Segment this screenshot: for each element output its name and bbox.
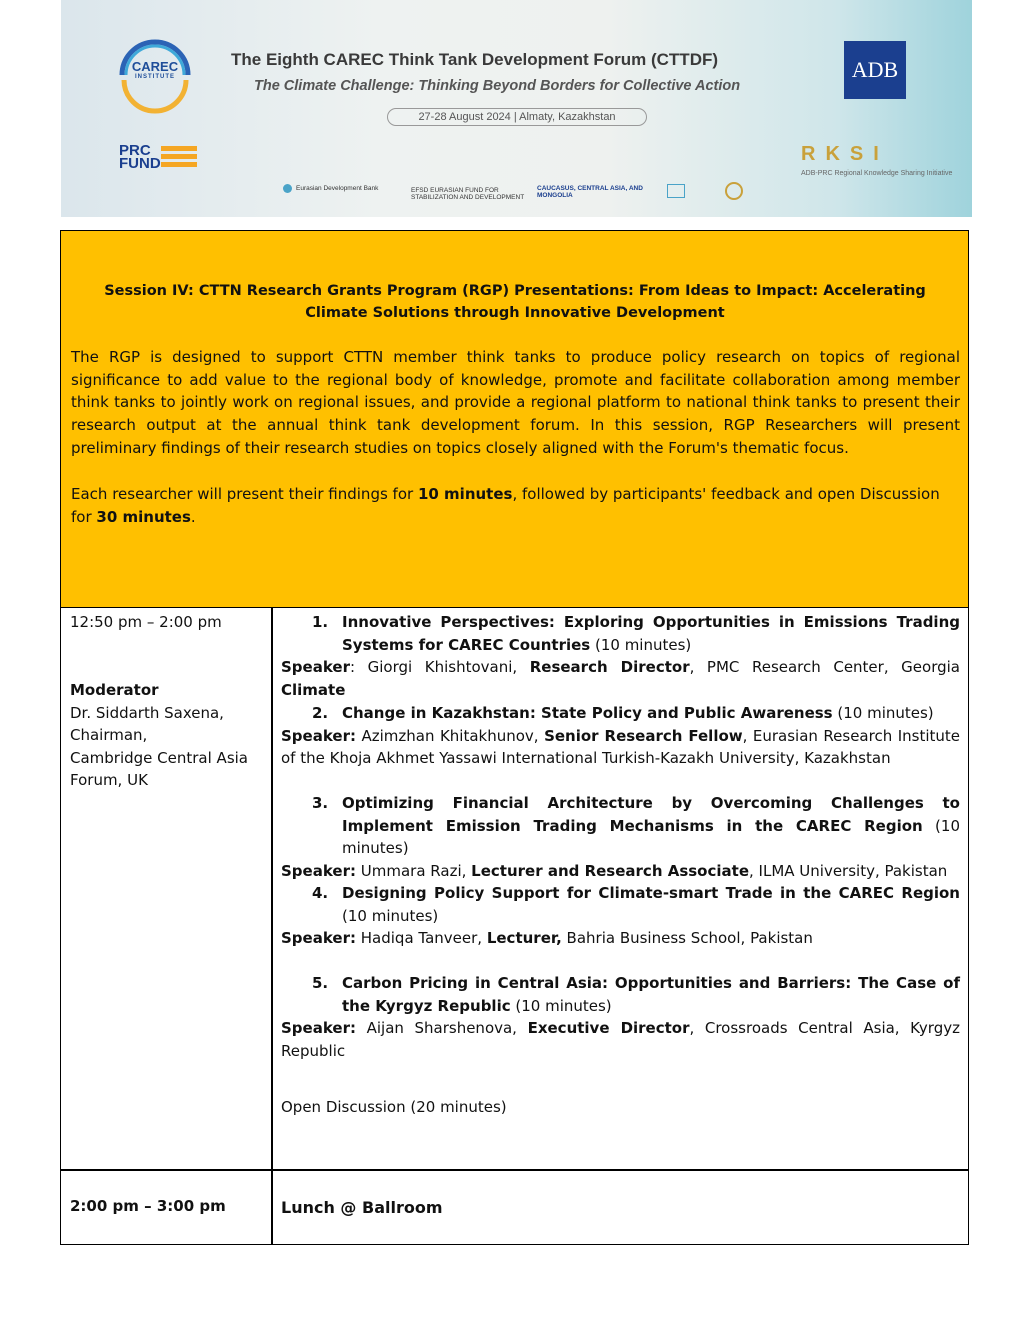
presentation-speaker: Speaker: Aijan Sharshenova, Executive Director, Crossroads Central Asia, Kyrgyz Republic	[281, 1019, 960, 1060]
partner-building-icon	[667, 184, 685, 198]
open-discussion: Open Discussion (20 minutes)	[281, 1098, 507, 1116]
session-header	[61, 231, 968, 608]
moderator-line: Cambridge Central Asia	[70, 748, 248, 767]
efsd-logo: EFSD EURASIAN FUND FOR STABILIZATION AND DEVELOPMENT	[411, 187, 525, 201]
presentation-title: 1. Innovative Perspectives: Exploring Opportunities in Emissions Trading Systems for CAREC Countries (10 minutes)	[312, 613, 960, 654]
presentation-title: 3. Optimizing Financial Architecture by Overcoming Challenges to Implement Emission Trading Mechanisms in the CAREC Region (10 minutes)	[312, 794, 960, 857]
banner-title: The Eighth CAREC Think Tank Development Forum (CTTDF)	[231, 50, 719, 69]
rksi-logo: RKSI	[801, 143, 889, 165]
row2-activity: Lunch @ Ballroom	[281, 1198, 443, 1217]
prc-fund-logo: PRC FUND	[119, 144, 199, 180]
edb-icon	[283, 184, 292, 193]
session-description: The RGP is designed to support CTTN member think tanks to produce policy research on topics of regional significance to add value to the regional body of knowledge, promote and facilitate collaboration among member think tanks to jointly work on regional issues, and provide a regional platform to national think tanks to present their research output at the annual think tank development forum. In this session, RGP Researchers will present preliminary findings of their research studies on topics closely aligned with the Forum's thematic focus.	[71, 348, 960, 457]
edb-logo: Eurasian Development Bank	[283, 184, 378, 193]
event-banner	[61, 0, 972, 217]
adb-logo: ADB	[844, 41, 906, 99]
presentation-item	[281, 972, 960, 1062]
session-title: Session IV: CTTN Research Grants Program (RGP) Presentations: From Ideas to Impact: Accelerating Climate Solutions through Innovative Development	[104, 283, 926, 321]
presentation-title: 5. Carbon Pricing in Central Asia: Opportunities and Barriers: The Case of the Kyrgyz Republic (10 minutes)	[312, 974, 960, 1015]
carec-logo-text: CAREC INSTITUTE	[131, 59, 179, 80]
ccam-logo: CAUCASUS, CENTRAL ASIA, AND MONGOLIA	[537, 185, 643, 199]
rksi-subtitle: ADB-PRC Regional Knowledge Sharing Initiative	[801, 170, 953, 177]
moderator-line: Forum, UK	[70, 771, 148, 789]
banner-subtitle: The Climate Challenge: Thinking Beyond Borders for Collective Action	[254, 78, 741, 94]
column-divider	[271, 607, 273, 1245]
banner-date-location: 27-28 August 2024 | Almaty, Kazakhstan	[387, 108, 647, 126]
row1-time: 12:50 pm – 2:00 pm	[70, 613, 222, 631]
presentation-item	[281, 611, 960, 701]
moderator-block	[70, 679, 265, 792]
partner-seal-icon	[725, 182, 743, 200]
presentation-speaker: Speaker: Giorgi Khishtovani, Research Director, PMC Research Center, Georgia Climate	[281, 658, 960, 699]
row-divider	[61, 1169, 968, 1171]
moderator-line: Chairman,	[70, 726, 148, 744]
presentation-item	[281, 882, 960, 950]
moderator-line: Dr. Siddarth Saxena,	[70, 703, 224, 722]
presentation-speaker: Speaker: Hadiqa Tanveer, Lecturer, Bahria Business School, Pakistan	[281, 929, 813, 947]
presentation-item	[281, 792, 960, 882]
presentation-title: 4. Designing Policy Support for Climate-smart Trade in the CAREC Region (10 minutes)	[312, 884, 960, 925]
moderator-label: Moderator	[70, 681, 159, 699]
presentation-title: 2. Change in Kazakhstan: State Policy and Public Awareness (10 minutes)	[312, 704, 934, 722]
presentation-speaker: Speaker: Ummara Razi, Lecturer and Research Associate, ILMA University, Pakistan	[281, 861, 948, 880]
row2-time: 2:00 pm – 3:00 pm	[70, 1197, 226, 1215]
session-note: Each researcher will present their findings for 10 minutes, followed by participants' feedback and open Discussion for 30 minutes.	[71, 485, 940, 526]
presentation-item	[281, 702, 960, 770]
agenda-table	[60, 230, 969, 1245]
presentation-speaker: Speaker: Azimzhan Khitakhunov, Senior Research Fellow, Eurasian Research Institute of the Khoja Akhmet Yassawi International Turkish-Kazakh University, Kazakhstan	[281, 726, 960, 767]
